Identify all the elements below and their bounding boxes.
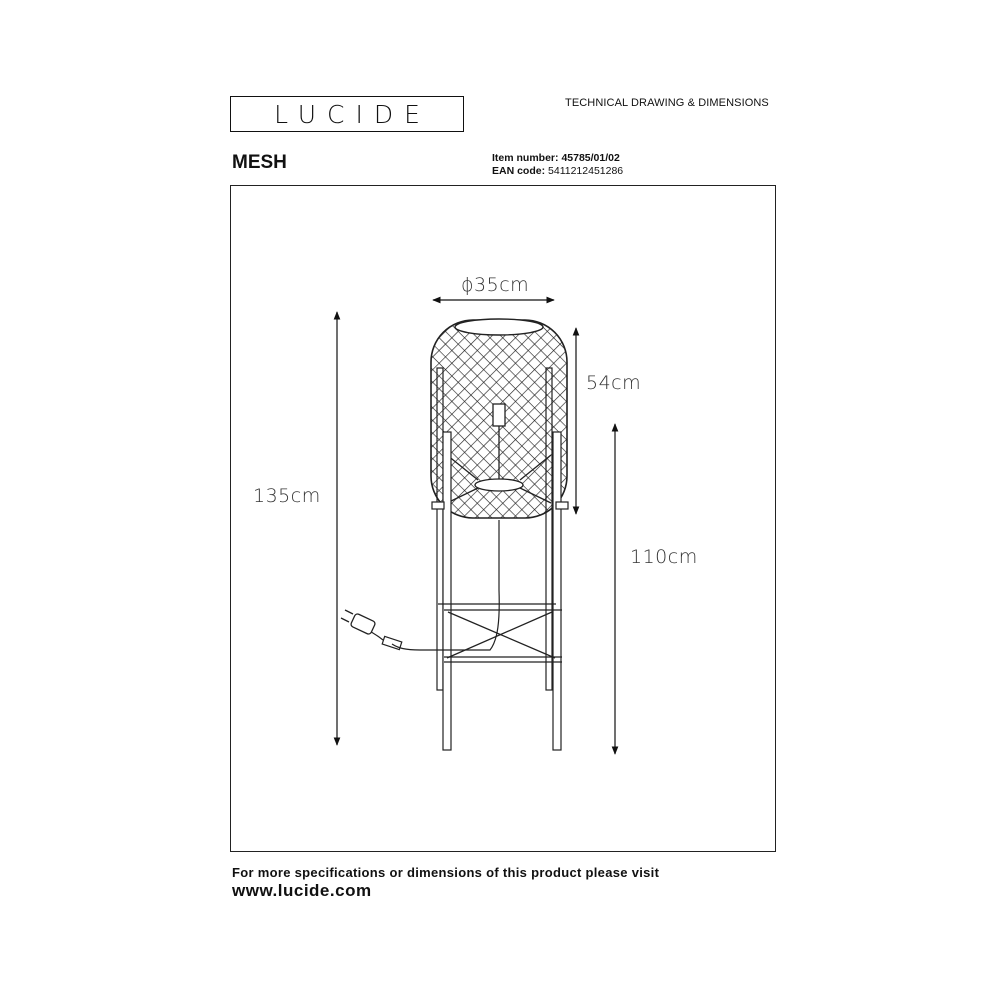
- power-plug-icon: [341, 610, 376, 635]
- stand-height-label: 110cm: [630, 546, 698, 568]
- cross-brace: [438, 604, 562, 662]
- ean-label: EAN code:: [492, 165, 546, 177]
- power-cable: [364, 520, 499, 650]
- shade-height-label: 54cm: [586, 372, 642, 394]
- shade-top-opening: [455, 319, 543, 335]
- product-name: MESH: [232, 152, 287, 173]
- ean-value: 5411212451286: [548, 165, 624, 177]
- footer-note: For more specifications or dimensions of this product please visit: [232, 865, 660, 880]
- total-height-label: 135cm: [253, 485, 321, 507]
- item-number-label: Item number:: [492, 152, 559, 164]
- document-type: TECHNICAL DRAWING & DIMENSIONS: [565, 97, 769, 109]
- logo-text: LUCIDE: [274, 99, 431, 129]
- item-number-value: 45785/01/02: [561, 152, 620, 164]
- diameter-label: ϕ35cm: [461, 274, 530, 296]
- website-link[interactable]: www.lucide.com: [232, 881, 372, 900]
